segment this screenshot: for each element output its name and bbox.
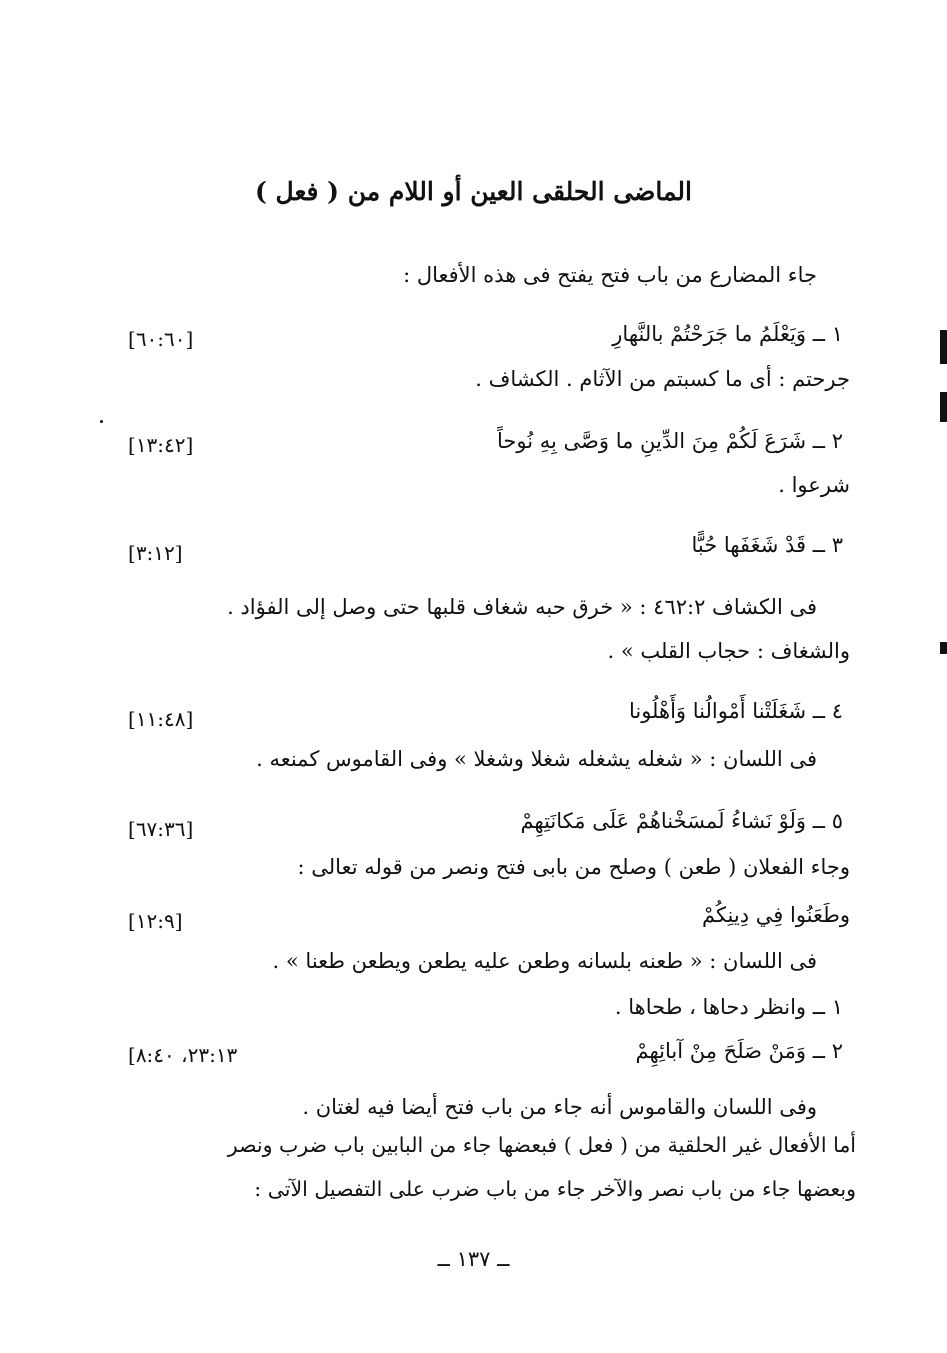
note-7: ١ ــ وانظر دحاها ، طحاها . <box>614 995 843 1019</box>
verse-6-ref: [١٢:٩] <box>128 909 183 933</box>
note-4: فى اللسان : « شغله يشغله شغلا وشغلا » وفى القاموس كمنعه . <box>256 747 817 771</box>
note-8: وفى اللسان والقاموس أنه جاء من باب فتح أيضا فيه لغتان . <box>302 1095 817 1119</box>
note-2: شرعوا . <box>778 473 850 497</box>
verse-3-ref: [٣:١٢] <box>128 541 183 565</box>
page-number: ــ ١٣٧ ــ <box>437 1247 510 1271</box>
scan-artifact <box>940 642 947 654</box>
verse-4: ٤ ــ شَغَلَتْنا أَمْوالُنا وَأَهْلُونا <box>628 699 843 723</box>
verse-1-ref: [٦٠:٦٠] <box>128 327 194 351</box>
verse-4-ref: [١١:٤٨] <box>128 707 194 731</box>
note-1: جرحتم : أى ما كسبتم من الآثام . الكشاف . <box>475 367 850 391</box>
scan-artifact <box>940 330 947 364</box>
note-3b: والشغاف : حجاب القلب » . <box>607 639 850 663</box>
note-3a: فى الكشاف ٤٦٢:٢ : « خرق حبه شغاف قلبها حتى وصل إلى الفؤاد . <box>227 595 817 619</box>
page-title: الماضى الحلقى العين أو اللام من ( فعل ) <box>255 177 692 206</box>
verse-2: ٢ ــ شَرَعَ لَكُمْ مِنَ الدِّينِ ما وَصَّى بِهِ نُوحاً <box>497 429 843 453</box>
verse-1: ١ ــ وَيَعْلَمُ ما جَرَحْتُمْ بالنَّهارِ <box>612 322 843 346</box>
note-6: فى اللسان : « طعنه بلسانه وطعن عليه يطعن ويطعن طعنا » . <box>272 949 817 973</box>
note-10: وبعضها جاء من باب نصر والآخر جاء من باب ضرب على التفصيل الآتى : <box>254 1177 856 1201</box>
verse-7-ref: [٢٣:١٣، ٨:٤٠ <box>128 1043 238 1067</box>
verse-6: وطَعَنُوا فِي دِينِكُمْ <box>701 903 850 927</box>
verse-5-ref: [٦٧:٣٦] <box>128 817 194 841</box>
verse-5: ٥ ــ وَلَوْ نَشاءُ لَمسَخْناهُمْ عَلَى مَكانَتِهِمْ <box>520 809 843 833</box>
note-5: وجاء الفعلان ( طعن ) وصلح من بابى فتح ونصر من قوله تعالى : <box>297 855 850 879</box>
verse-7: ٢ ــ وَمَنْ صَلَحَ مِنْ آبائِهِمْ <box>635 1039 843 1063</box>
scan-artifact <box>940 392 947 422</box>
intro-line: جاء المضارع من باب فتح يفتح فى هذه الأفعال : <box>403 263 817 287</box>
note-9: أما الأفعال غير الحلقية من ( فعل ) فبعضها جاء من البابين باب ضرب ونصر <box>227 1133 856 1157</box>
scan-dot <box>100 420 103 423</box>
verse-3: ٣ ــ قَدْ شَغَفَها حُبًّا <box>691 533 843 557</box>
verse-2-ref: [١٣:٤٢] <box>128 433 194 457</box>
